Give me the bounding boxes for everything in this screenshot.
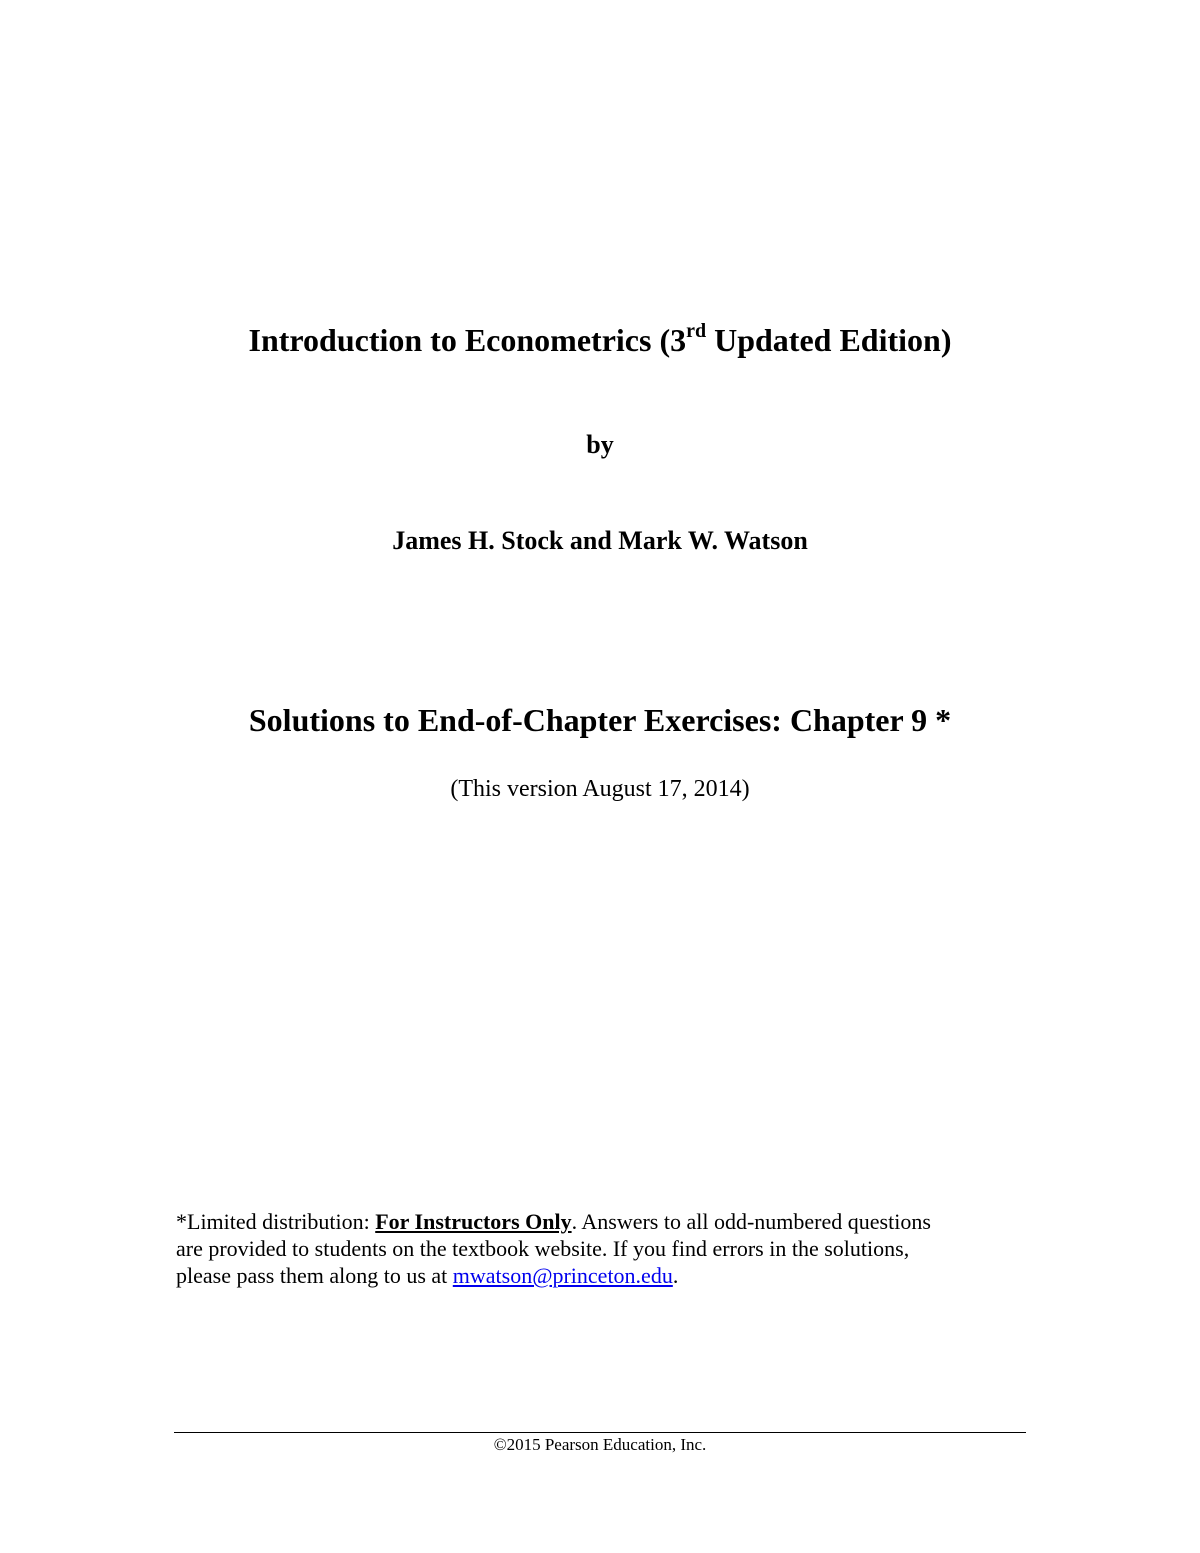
note-line-3-prefix: please pass them along to us at bbox=[176, 1263, 453, 1288]
footer-divider bbox=[174, 1432, 1026, 1433]
document-title bbox=[0, 322, 1200, 359]
note-emphasis: For Instructors Only bbox=[375, 1209, 572, 1234]
title-suffix: Updated Edition) bbox=[706, 322, 952, 358]
title-superscript: rd bbox=[686, 320, 707, 342]
note-line-2: are provided to students on the textbook website. If you find errors in the solutions, bbox=[176, 1236, 910, 1261]
version-date: (This version August 17, 2014) bbox=[450, 776, 750, 802]
by-line: by bbox=[586, 430, 614, 459]
note-line-3 bbox=[176, 1262, 1016, 1289]
note-part-2: . Answers to all odd-numbered questions bbox=[571, 1209, 931, 1234]
note-line-1 bbox=[176, 1208, 1016, 1235]
copyright-footer: ©2015 Pearson Education, Inc. bbox=[493, 1435, 707, 1454]
note-part-1: *Limited distribution: bbox=[176, 1209, 376, 1234]
document-subtitle: Solutions to End-of-Chapter Exercises: Chapter 9 * bbox=[248, 702, 952, 738]
note-line-3-suffix: . bbox=[672, 1263, 679, 1288]
distribution-note bbox=[176, 1208, 1016, 1289]
title-prefix: Introduction to Econometrics (3 bbox=[248, 322, 687, 358]
authors: James H. Stock and Mark W. Watson bbox=[392, 526, 808, 555]
email-link[interactable]: mwatson@princeton.edu bbox=[452, 1263, 673, 1288]
